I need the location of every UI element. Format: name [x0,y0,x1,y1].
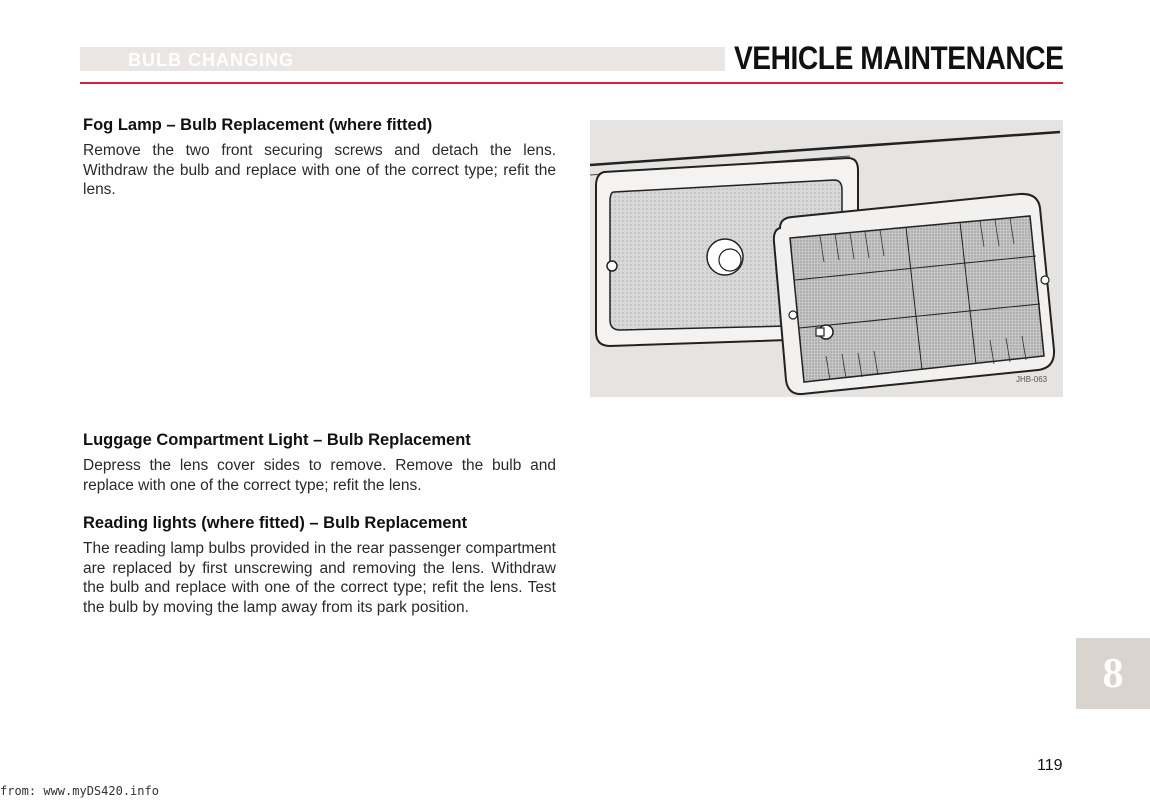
header-rule [80,82,1063,84]
page-title: VEHICLE MAINTENANCE [734,40,1064,76]
fog-lamp-body: Remove the two front securing screws and detach the lens. Withdraw the bulb and replace with one of the correct type; refit the lens. [83,142,556,198]
fog-lamp-illustration [590,120,1063,397]
page-number: 119 [1037,757,1063,774]
figure-code: JHB-063 [1016,375,1048,384]
source-watermark: from: www.myDS420.info [0,784,159,798]
luggage-light-heading: Luggage Compartment Light – Bulb Replacement [83,431,471,449]
reading-lights-section [83,513,556,617]
fog-lamp-heading: Fog Lamp – Bulb Replacement (where fitted) [83,116,433,134]
section-label: BULB CHANGING [128,50,294,70]
fog-lamp-drawing [590,120,1063,397]
luggage-light-section [83,430,556,495]
chapter-number: 8 [1102,650,1124,697]
reading-lights-heading: Reading lights (where fitted) – Bulb Replacement [83,514,468,532]
chapter-tab[interactable] [1076,638,1150,709]
fog-lamp-section [83,115,556,200]
luggage-light-body: Depress the lens cover sides to remove. Remove the bulb and replace with one of the correct type; refit the lens. [83,457,556,494]
reading-lights-body: The reading lamp bulbs provided in the rear passenger compartment are replaced by first unscrewing and removing the lens. Withdraw the bulb and replace with one of the correct type; refit the lens. Test the bulb by moving the lamp away from its park position. [83,540,556,616]
